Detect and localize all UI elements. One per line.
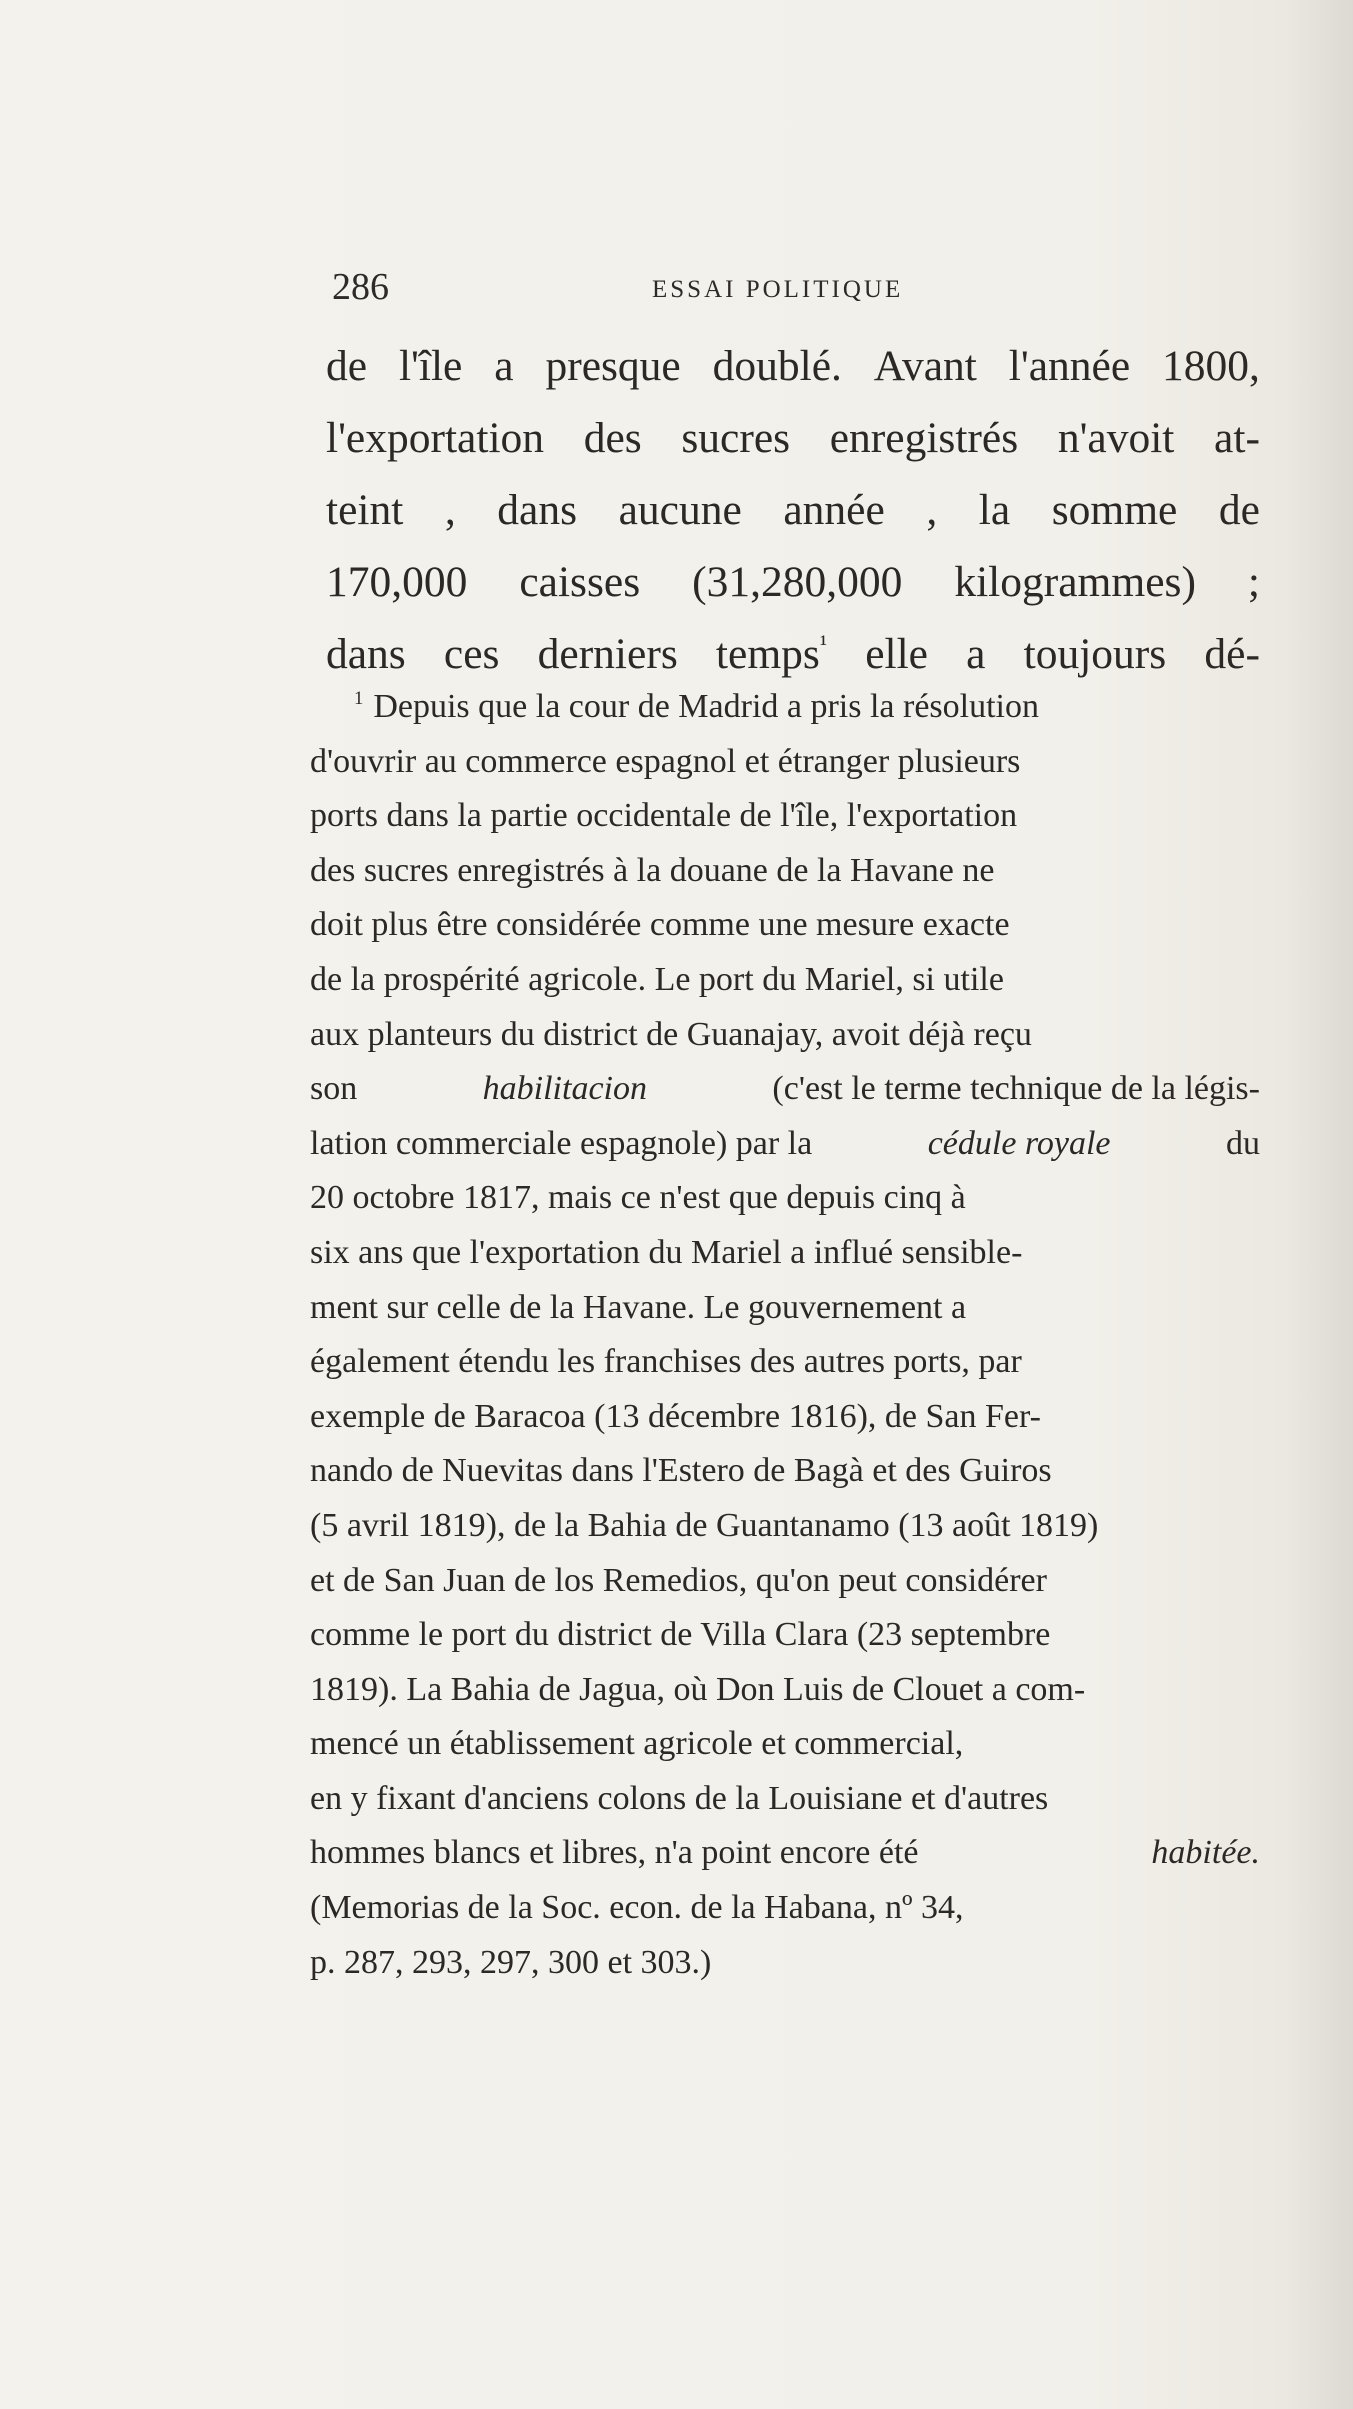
footnote-text: son — [310, 1070, 358, 1108]
word: ; — [1247, 558, 1260, 606]
footnote-line — [310, 898, 1260, 953]
word: enregistrés — [829, 414, 1019, 462]
footnote-text: six ans que l'exportation du Mariel a influé sensible- — [310, 1233, 1023, 1271]
word: derniers — [537, 630, 678, 678]
text-line — [326, 474, 1260, 546]
footnote-text: et de San Juan de los Remedios, qu'on peut considérer — [310, 1561, 1047, 1599]
footnote-line — [310, 1390, 1260, 1445]
footnote-line — [310, 1608, 1260, 1663]
text-line — [326, 546, 1260, 618]
footnote-line — [310, 1062, 1260, 1117]
page-number: 286 — [332, 266, 389, 308]
footnote-line — [310, 1936, 1260, 1991]
footnote-line — [310, 1008, 1260, 1063]
word: Avant — [873, 342, 977, 390]
word: de — [1218, 486, 1260, 534]
footnote-text: lation commerciale espagnole) par la — [310, 1124, 813, 1162]
word: 1800, — [1162, 342, 1260, 390]
footnote-text: comme le port du district de Villa Clara (23 septembre — [310, 1616, 1051, 1654]
word: toujours — [1023, 630, 1167, 678]
word: a — [494, 342, 514, 390]
word: at- — [1214, 414, 1260, 462]
footnote-text: hommes blancs et libres, n'a point encore été — [310, 1834, 919, 1872]
footnote-text: aux planteurs du district de Guanajay, avoit déjà reçu — [310, 1015, 1032, 1053]
word: a — [966, 630, 986, 678]
footnote-text: exemple de Baracoa (13 décembre 1816), de San Fer- — [310, 1397, 1041, 1435]
footnote-text: 20 octobre 1817, mais ce n'est que depuis cinq à — [310, 1179, 966, 1217]
footnote-text: ment sur celle de la Havane. Le gouvernement a — [310, 1288, 967, 1326]
word: doublé. — [712, 342, 842, 390]
footnote-text: Depuis que la cour de Madrid a pris la résolution — [373, 688, 1039, 725]
footnote-marker: 1 — [354, 687, 364, 709]
word: dans — [497, 486, 578, 534]
footnote-text: (5 avril 1819), de la Bahia de Guantanamo (13 août 1819) — [310, 1506, 1099, 1544]
footnote-line — [310, 1335, 1260, 1390]
word: elle — [865, 630, 928, 678]
footnote-text: d'ouvrir au commerce espagnol et étranger plusieurs — [310, 742, 1021, 780]
footnote-line — [310, 1499, 1260, 1554]
footnote-line — [310, 735, 1260, 790]
text-line — [326, 330, 1260, 402]
footnote-text: du — [1225, 1124, 1260, 1162]
word: temps — [715, 630, 820, 678]
word: 170,000 — [326, 558, 468, 606]
footnote-italic: habitée. — [1151, 1834, 1260, 1872]
footnote-line — [310, 1881, 1260, 1936]
word: kilogrammes) — [954, 558, 1196, 606]
word: dans — [326, 630, 406, 678]
footnote-line — [310, 1717, 1260, 1772]
word: presque — [545, 342, 681, 390]
footnote-line — [310, 1826, 1260, 1881]
footnote-line — [310, 1663, 1260, 1718]
footnote-line — [310, 953, 1260, 1008]
word: année — [783, 486, 885, 534]
footnote-reference: ¹ — [819, 631, 828, 658]
footnote-line — [310, 1226, 1260, 1281]
running-title: ESSAI POLITIQUE — [652, 276, 904, 303]
footnote-line — [310, 1171, 1260, 1226]
footnote-text: également étendu les franchises des autres ports, par — [310, 1343, 1022, 1381]
footnote-text: (c'est le terme technique de la légis- — [772, 1070, 1260, 1108]
word: ces — [443, 630, 500, 678]
text-line — [326, 402, 1260, 474]
footnote-text: de la prospérité agricole. Le port du Mariel, si utile — [310, 960, 1004, 998]
word: somme — [1051, 486, 1178, 534]
word: teint — [326, 486, 404, 534]
word: dé- — [1204, 630, 1260, 678]
footnote-line — [310, 1281, 1260, 1336]
footnote — [310, 680, 1260, 1990]
word: sucres — [681, 414, 791, 462]
footnote-text: doit plus être considérée comme une mesure exacte — [310, 906, 1010, 944]
footnote-italic: habilitacion — [482, 1070, 647, 1108]
word: n'avoit — [1057, 414, 1175, 462]
footnote-text: nando de Nuevitas dans l'Estero de Bagà et des Guiros — [310, 1452, 1052, 1490]
word: l'année — [1008, 342, 1131, 390]
footnote-text: p. 287, 293, 297, 300 et 303.) — [310, 1943, 712, 1981]
word: (31,280,000 — [692, 558, 903, 606]
footnote-text: (Memorias de la Soc. econ. de la Habana, nº 34, — [310, 1889, 964, 1927]
footnote-line — [310, 1554, 1260, 1609]
footnote-line — [310, 1444, 1260, 1499]
word: aucune — [618, 486, 742, 534]
footnote-text: ports dans la partie occidentale de l'île, l'exportation — [310, 797, 1018, 835]
word: , — [444, 486, 456, 534]
word: des — [583, 414, 642, 462]
footnote-text: mencé un établissement agricole et commercial, — [310, 1725, 964, 1763]
footnote-italic: cédule royale — [927, 1124, 1111, 1162]
word: caisses — [519, 558, 641, 606]
footnote-line — [310, 1772, 1260, 1827]
word: l'exportation — [326, 414, 545, 462]
word: de — [326, 342, 368, 390]
footnote-line — [310, 680, 1260, 735]
footnote-line — [310, 1117, 1260, 1172]
footnote-text: en y fixant d'anciens colons de la Louisiane et d'autres — [310, 1779, 1049, 1817]
word: la — [978, 486, 1011, 534]
footnote-line — [310, 844, 1260, 899]
footnote-text: 1819). La Bahia de Jagua, où Don Luis de Clouet a com- — [310, 1670, 1086, 1708]
word: , — [926, 486, 938, 534]
footnote-text: des sucres enregistrés à la douane de la Havane ne — [310, 851, 995, 889]
word: l'île — [398, 342, 463, 390]
running-head — [322, 262, 1256, 312]
main-text — [326, 330, 1260, 690]
footnote-line — [310, 789, 1260, 844]
